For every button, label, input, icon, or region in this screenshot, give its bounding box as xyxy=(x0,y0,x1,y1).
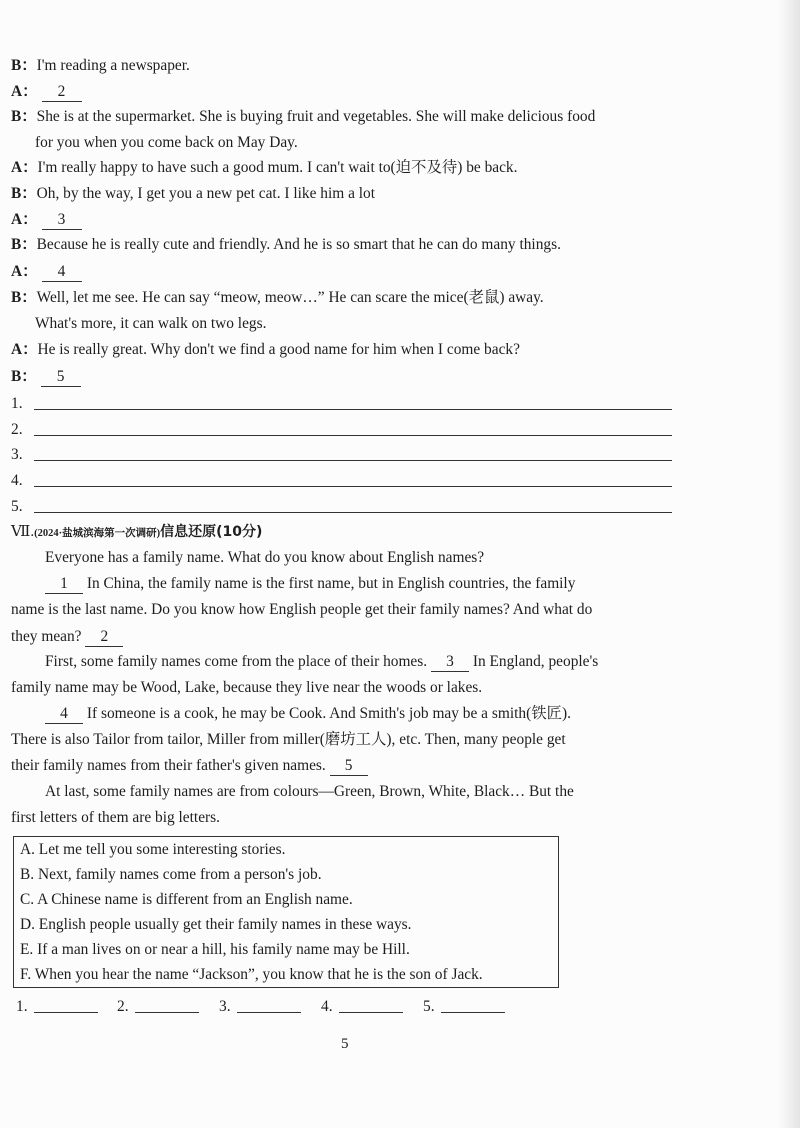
option-item: A. Let me tell you some interesting stories. xyxy=(20,841,286,858)
passage-line xyxy=(11,627,123,647)
speaker-label: A： xyxy=(11,263,38,280)
answer-underline[interactable] xyxy=(34,998,98,1013)
passage-line: At last, some family names are from colours—Green, Brown, White, Black… But the xyxy=(45,783,574,800)
answer-slot-label: 4. xyxy=(321,998,333,1015)
blank-field[interactable]: 3 xyxy=(42,211,82,230)
dialogue-line xyxy=(35,133,298,153)
blank-field[interactable]: 5 xyxy=(330,757,368,776)
passage-text: they mean? xyxy=(11,628,82,645)
blank-field[interactable]: 3 xyxy=(431,653,469,672)
passage-line xyxy=(11,756,368,776)
passage-line: Everyone has a family name. What do you know about English names? xyxy=(45,549,485,566)
answer-line-number: 3. xyxy=(11,446,23,463)
speaker-label: B： xyxy=(11,108,37,125)
answer-slot[interactable] xyxy=(321,998,403,1016)
passage-text: their family names from their father's given names. xyxy=(11,757,326,774)
option-item: E. If a man lives on or near a hill, his family name may be Hill. xyxy=(20,941,410,958)
answer-line-number: 5. xyxy=(11,498,23,515)
dialogue-text: Because he is really cute and friendly. And he is so smart that he can do many things. xyxy=(36,236,561,253)
answer-underline[interactable] xyxy=(237,998,301,1013)
dialogue-text: for you when you come back on May Day. xyxy=(35,134,298,151)
speaker-label: A： xyxy=(11,159,38,176)
dialogue-line xyxy=(11,56,190,76)
passage-line: There is also Tailor from tailor, Miller from miller(磨坊工人), etc. Then, many people get xyxy=(11,731,566,748)
section-source: (2024·盐城滨海第一次调研) xyxy=(34,528,161,539)
blank-field[interactable]: 4 xyxy=(45,705,83,724)
dialogue-line xyxy=(11,158,517,178)
answer-underline[interactable] xyxy=(441,998,505,1013)
answer-line-number: 2. xyxy=(11,421,23,438)
answer-underline[interactable] xyxy=(339,998,403,1013)
dialogue-text: He is really great. Why don't we find a good name for him when I come back? xyxy=(37,341,520,358)
dialogue-text: Well, let me see. He can say “meow, meow…” He can scare the mice(老鼠) away. xyxy=(36,289,544,306)
passage-line: first letters of them are big letters. xyxy=(11,809,220,826)
speaker-label: B： xyxy=(11,185,37,202)
section-heading xyxy=(11,522,262,544)
answer-line[interactable] xyxy=(34,512,672,513)
answer-line-number: 1. xyxy=(11,395,23,412)
dialogue-line xyxy=(11,367,81,387)
dialogue-text: She is at the supermarket. She is buying fruit and vegetables. She will make delicious food xyxy=(36,108,596,125)
dialogue-line xyxy=(11,107,595,127)
answer-slot[interactable] xyxy=(219,998,301,1016)
passage-line xyxy=(45,704,571,724)
dialogue-line xyxy=(11,288,544,308)
passage-text: First, some family names come from the place of their homes. xyxy=(45,653,428,670)
answer-slot-label: 5. xyxy=(423,998,435,1015)
speaker-label: A： xyxy=(11,341,38,358)
blank-field[interactable]: 2 xyxy=(85,628,123,647)
dialogue-text: What's more, it can walk on two legs. xyxy=(35,315,267,332)
answer-slot[interactable] xyxy=(117,998,199,1016)
passage-text: If someone is a cook, he may be Cook. And Smith's job may be a smith(铁匠). xyxy=(86,705,571,722)
answer-slot-label: 2. xyxy=(117,998,129,1015)
answer-line[interactable] xyxy=(34,486,672,487)
option-item: F. When you hear the name “Jackson”, you know that he is the son of Jack. xyxy=(20,966,483,983)
dialogue-line xyxy=(35,314,266,334)
passage-line: name is the last name. Do you know how English people get their family names? And what do xyxy=(11,601,593,618)
dialogue-line xyxy=(11,235,561,255)
answer-slot[interactable] xyxy=(16,998,98,1016)
dialogue-line xyxy=(11,184,375,204)
speaker-label: A： xyxy=(11,211,38,228)
passage-line: family name may be Wood, Lake, because they live near the woods or lakes. xyxy=(11,679,483,696)
passage-line xyxy=(45,574,575,594)
option-item: D. English people usually get their family names in these ways. xyxy=(20,916,412,933)
blank-field[interactable]: 1 xyxy=(45,575,83,594)
blank-field[interactable]: 4 xyxy=(42,263,82,282)
dialogue-line xyxy=(11,210,82,230)
section-numeral: Ⅶ. xyxy=(11,524,35,540)
option-item: B. Next, family names come from a person's job. xyxy=(20,866,322,883)
speaker-label: B： xyxy=(11,289,37,306)
answer-underline[interactable] xyxy=(135,998,199,1013)
answer-line-number: 4. xyxy=(11,472,23,489)
dialogue-line xyxy=(11,262,82,282)
answer-slot[interactable] xyxy=(423,998,505,1016)
options-box xyxy=(13,836,559,988)
blank-field[interactable]: 2 xyxy=(42,83,82,102)
speaker-label: B： xyxy=(11,236,37,253)
dialogue-line xyxy=(11,340,520,360)
passage-line xyxy=(45,652,598,672)
speaker-label: A： xyxy=(11,83,38,100)
scan-edge-shadow xyxy=(778,0,800,1128)
passage-text: In England, people's xyxy=(472,653,599,670)
answer-line[interactable] xyxy=(34,435,672,436)
dialogue-text: Oh, by the way, I get you a new pet cat. I like him a lot xyxy=(36,185,376,202)
answer-slot-label: 3. xyxy=(219,998,231,1015)
option-item: C. A Chinese name is different from an English name. xyxy=(20,891,353,908)
speaker-label: B： xyxy=(11,368,37,385)
dialogue-text: I'm reading a newspaper. xyxy=(36,57,190,74)
page-number: 5 xyxy=(341,1036,349,1052)
blank-field[interactable]: 5 xyxy=(41,368,81,387)
dialogue-text: I'm really happy to have such a good mum. I can't wait to(迫不及待) be back. xyxy=(37,159,518,176)
answer-line[interactable] xyxy=(34,460,672,461)
speaker-label: B： xyxy=(11,57,37,74)
answer-slot-label: 1. xyxy=(16,998,28,1015)
section-title: 信息还原(10分) xyxy=(160,524,263,540)
answer-line[interactable] xyxy=(34,409,672,410)
dialogue-line xyxy=(11,82,82,102)
passage-text: In China, the family name is the first name, but in English countries, the family xyxy=(86,575,576,592)
